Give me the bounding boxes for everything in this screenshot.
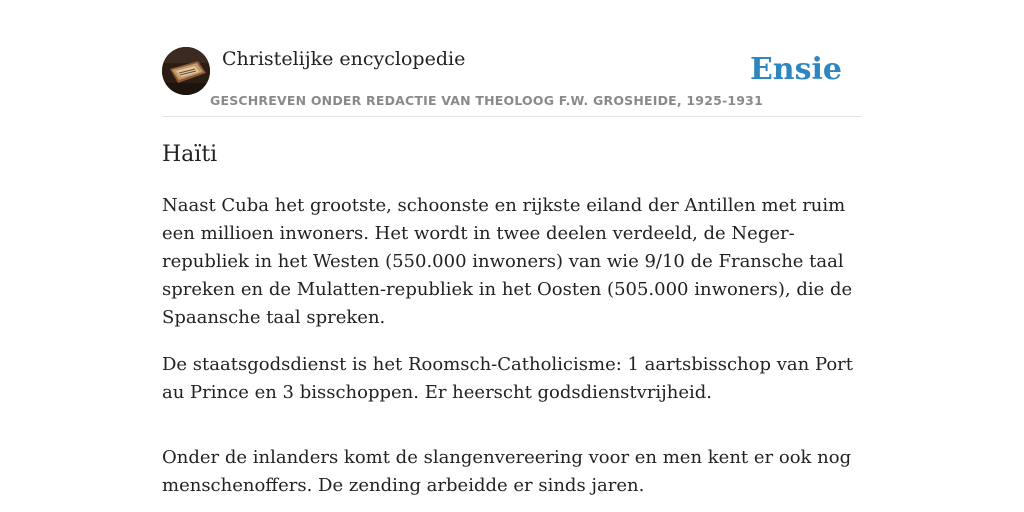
article-paragraph: De staatsgodsdienst is het Roomsch-Catholicisme: 1 aartsbisschop van Port au Prince en 3 bisschoppen. Er heerscht godsdienstvrijheid. — [162, 354, 854, 403]
article-paragraph: Onder de inlanders komt de slangenvereering voor en men kent er ook nog menschenoffers. De zending arbeidde er sinds jaren. — [162, 447, 852, 496]
article-paragraph: Naast Cuba het grootste, schoonste en rijkste eiland der Antillen met ruim een millioen inwoners. Het wordt in twee deelen verdeeld, de Neger-republiek in het Westen (550.000 inwoners) van wie 9/10 de Fransche taal spreken en de Mulatten-republiek in het Oosten (505.000 inwoners), die de Spaansche taal spreken. — [162, 195, 853, 328]
article-title: Haïti — [162, 142, 218, 167]
article-body — [162, 192, 862, 512]
book-photo-icon[interactable] — [162, 47, 210, 95]
site-title[interactable]: Christelijke encyclopedie — [222, 48, 466, 70]
brand-logo[interactable]: Ensie — [749, 52, 842, 87]
site-subtitle: GESCHREVEN ONDER REDACTIE VAN THEOLOOG F.W. GROSHEIDE, 1925-1931 — [210, 93, 763, 108]
site-header — [162, 44, 862, 117]
